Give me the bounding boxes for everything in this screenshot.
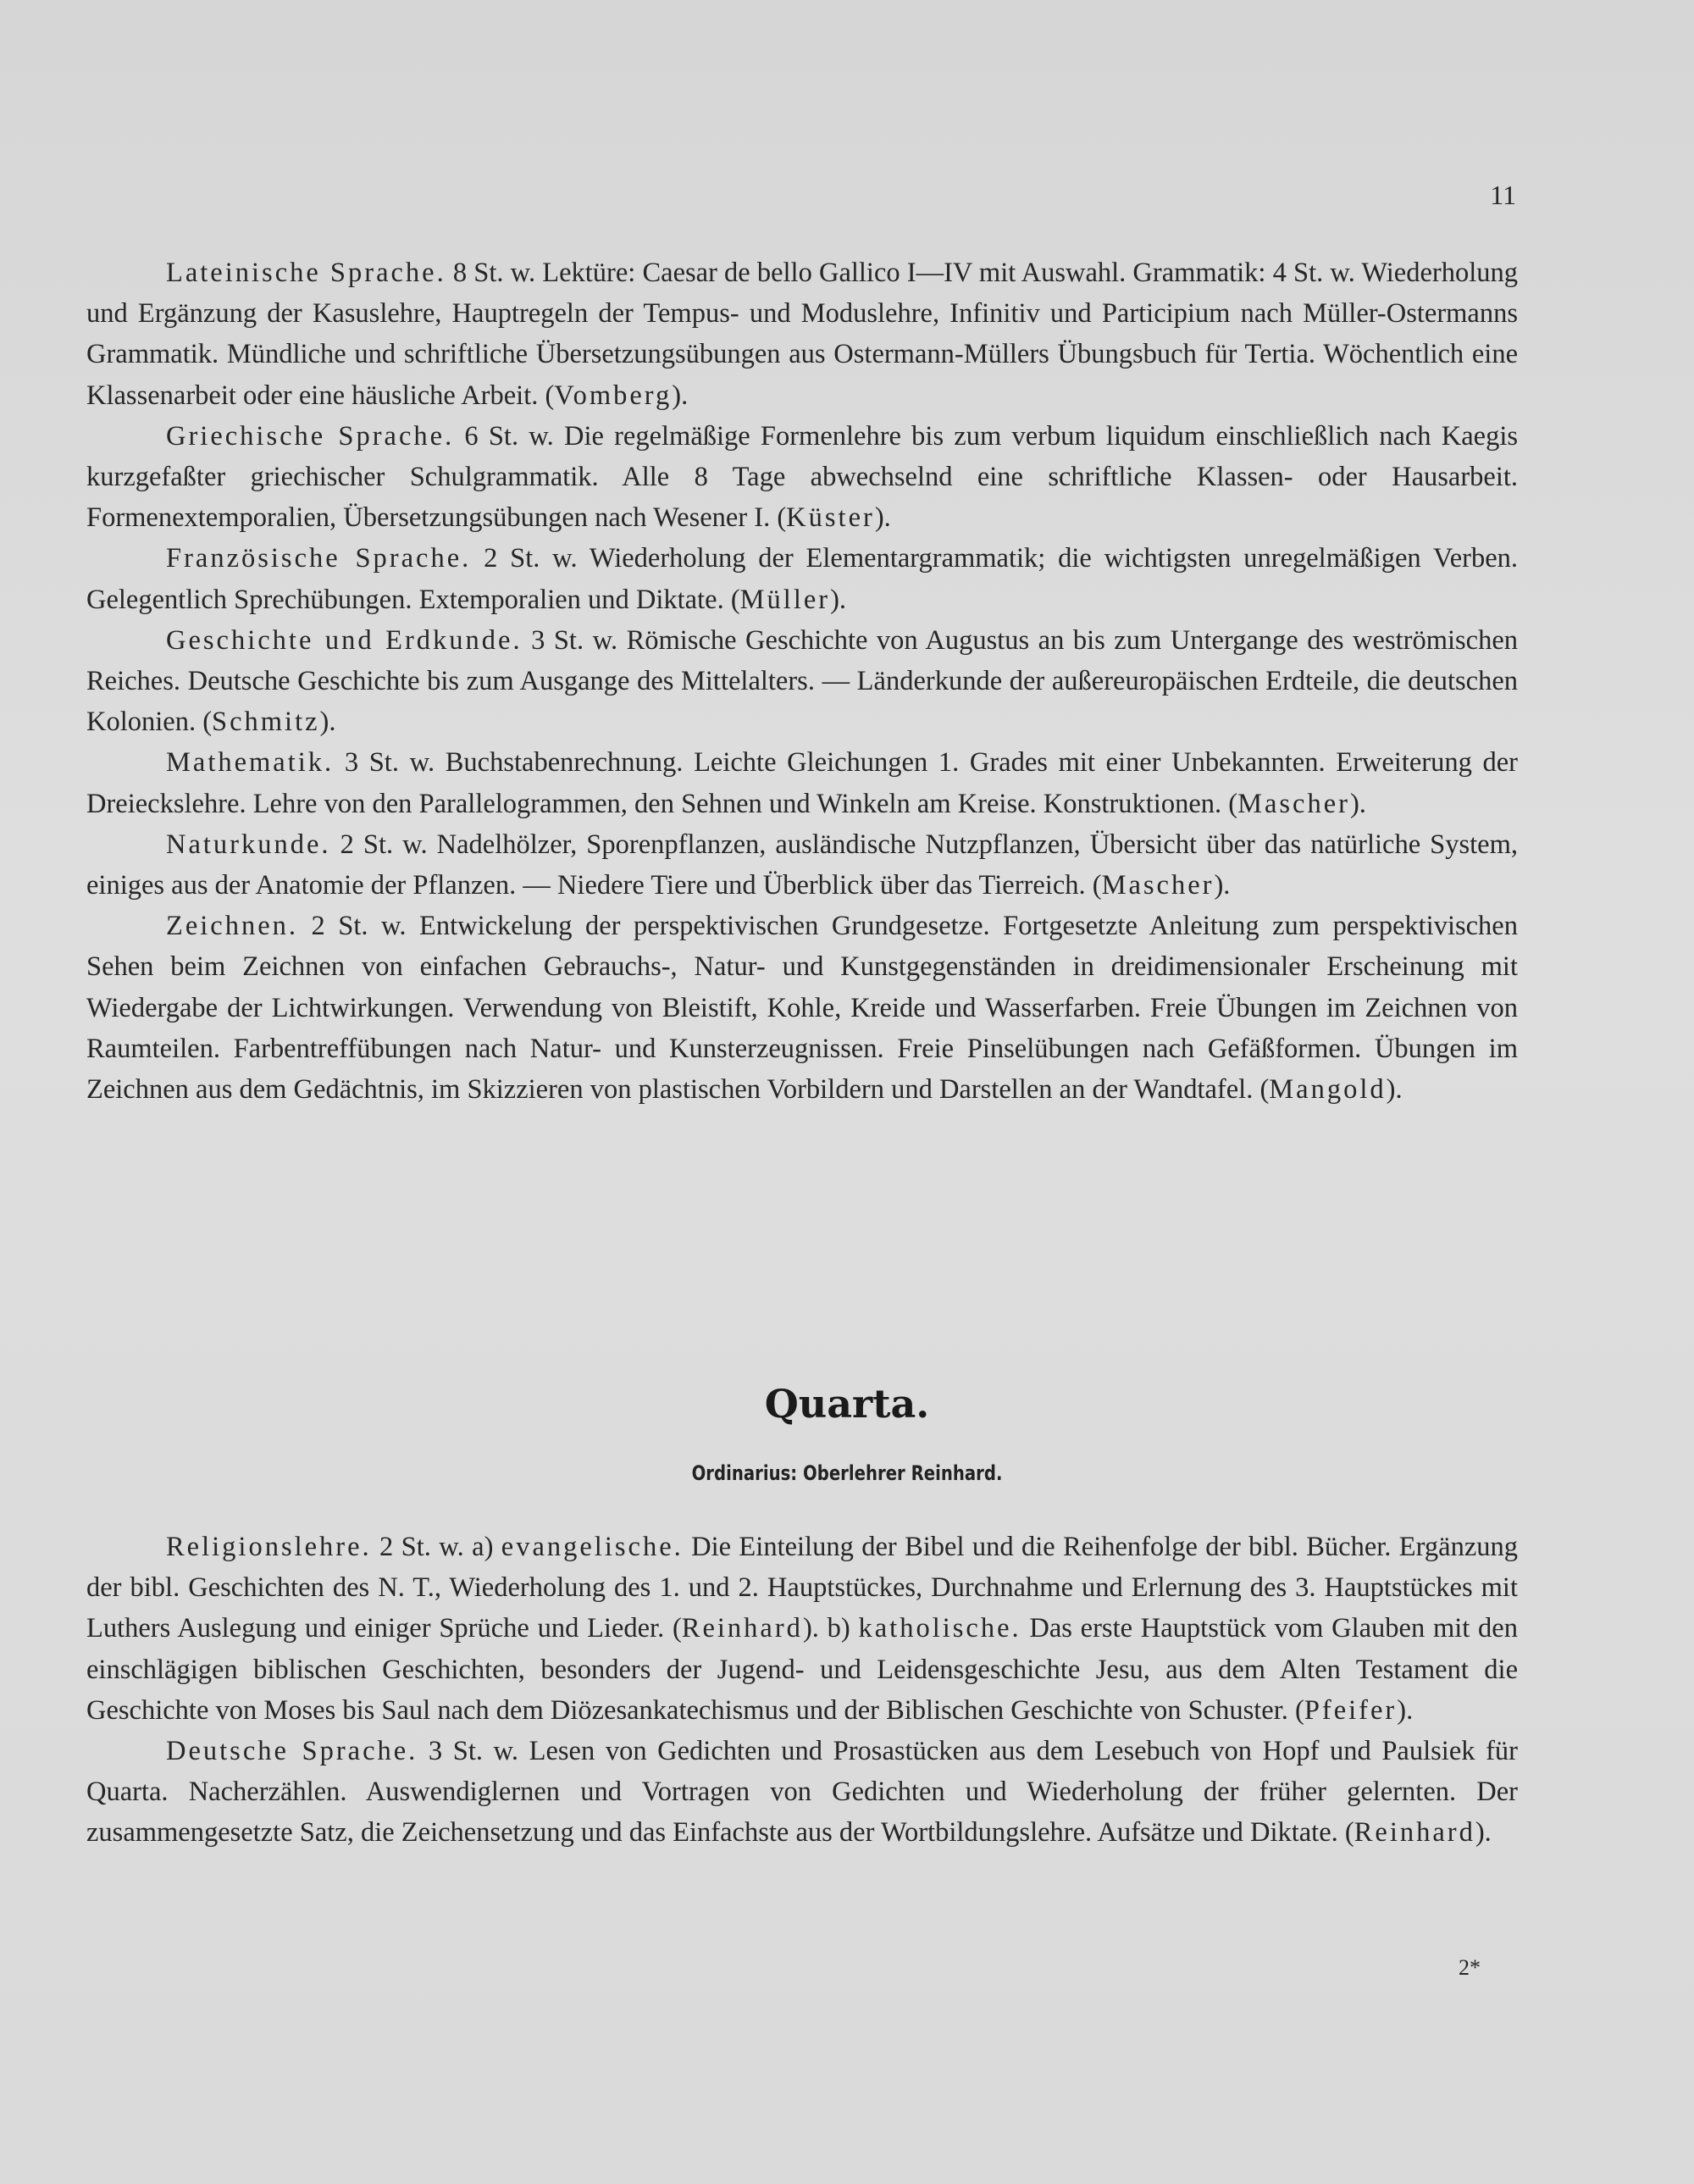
text-run: ). b) bbox=[802, 1613, 859, 1644]
teacher-name: Mascher bbox=[1101, 870, 1215, 901]
text-run: ). bbox=[830, 584, 847, 615]
paragraph-greek bbox=[86, 416, 1518, 539]
section-heading: Quarta. bbox=[764, 1381, 930, 1427]
page-number: 11 bbox=[1490, 180, 1516, 210]
text-run: 3 St. w. Lesen von Gedichten und Prosastücken aus dem Lesebuch von Hopf und Paulsiek für Quarta. Nacherzählen. Auswendiglernen und Vortragen von Gedichten und Wiederholung der früher gelernten. Der zusammengesetzte Satz, die Zeichensetzung und das Einfachste aus der Wortbildungslehre. Aufsätze und Diktate. ( bbox=[86, 1736, 1518, 1849]
ordinarius-line: Ordinarius: Oberlehrer Reinhard. bbox=[691, 1461, 1003, 1485]
teacher-name: Mangold bbox=[1269, 1074, 1387, 1106]
text-run: 2 St. w. Wiederholung der Elementargrammatik; die wichtigsten unregelmäßigen Verben. Gelegentlich Sprechübungen. Extemporalien und Diktate. ( bbox=[86, 543, 1518, 615]
signature-mark: 2* bbox=[1459, 1955, 1481, 1980]
text-run: ). bbox=[672, 380, 689, 411]
subject-title: Französische Sprache. bbox=[166, 543, 472, 574]
paragraph-latin bbox=[86, 252, 1518, 416]
teacher-name: Pfeifer bbox=[1304, 1694, 1398, 1726]
teacher-name: Reinhard bbox=[681, 1613, 803, 1644]
subject-title: Naturkunde. bbox=[166, 829, 331, 860]
paragraph-history-geography bbox=[86, 620, 1518, 743]
tertia-curriculum-text bbox=[86, 252, 1518, 1110]
text-run: 2 St. w. a) bbox=[371, 1532, 501, 1562]
paragraph-german bbox=[86, 1731, 1518, 1854]
text-run: 3 St. w. Buchstabenrechnung. Leichte Gleichungen 1. Grades mit einer Unbekannten. Erweiterung der Dreieckslehre. Lehre von den Parallelogrammen, den Sehnen und Winkeln am Kreise. Konstruktionen. ( bbox=[86, 747, 1518, 819]
teacher-name: Schmitz bbox=[212, 707, 320, 738]
text-run: ). bbox=[1214, 870, 1231, 901]
paragraph-mathematics bbox=[86, 742, 1518, 823]
paragraph-drawing bbox=[86, 906, 1518, 1110]
text-run: ). bbox=[874, 502, 891, 534]
text-run: Die Einteilung der Bibel und die Reihenfolge der bibl. Bücher. Ergänzung der bibl. Geschichten des N. T., Wiederholung des 1. und 2. Hauptstückes, Durchnahme und Erlernung des 3. Hauptstückes mit Luthers Auslegung und einiger Sprüche und Lieder. ( bbox=[86, 1532, 1518, 1644]
text-run: 6 St. w. Die regelmäßige Formenlehre bis zum verbum liquidum einschließlich nach Kaegis kurzgefaßter griechischer Schulgrammatik. Alle 8 Tage abwechselnd eine schriftliche Klassen- oder Hausarbeit. Formenextemporalien, Übersetzungsübungen nach Wesener I. ( bbox=[86, 420, 1518, 534]
subject-title: Zeichnen. bbox=[166, 911, 299, 942]
text-run: 2 St. w. Nadelhölzer, Sporenpflanzen, ausländische Nutzpflanzen, Übersicht über das natürliche System, einiges aus der Anatomie der Pflanzen. — Niedere Tiere und Überblick über das Tierreich. ( bbox=[86, 829, 1518, 901]
teacher-name: Vomberg bbox=[554, 380, 673, 411]
text-run: ). bbox=[1349, 788, 1366, 819]
text-run: 2 St. w. Entwickelung der perspektivischen Grundgesetze. Fortgesetzte Anleitung zum perspektivischen Sehen beim Zeichnen von einfachen Gebrauchs-, Natur- und Kunstgegenständen in dreidimensionaler Erscheinung mit Wiedergabe der Lichtwirkungen. Verwendung von Bleistift, Kohle, Kreide und Wasserfarben. Freie Übungen im Zeichnen von Raumteilen. Farbentreffübungen nach Natur- und Kunsterzeugnissen. Freie Pinselübungen nach Gefäßformen. Übungen im Zeichnen aus dem Gedächtnis, im Skizzieren von plastischen Vorbildern und Darstellen an der Wandtafel. ( bbox=[86, 911, 1518, 1106]
quarta-curriculum-text bbox=[86, 1527, 1518, 1854]
subject-title: Deutsche Sprache. bbox=[166, 1736, 418, 1767]
subject-title: Lateinische Sprache. bbox=[166, 258, 446, 288]
paragraph-natural-science bbox=[86, 824, 1518, 906]
teacher-name: Mascher bbox=[1237, 788, 1350, 819]
text-run: ). bbox=[1475, 1817, 1492, 1849]
text-run: ). bbox=[319, 707, 336, 738]
text-run: Das erste Hauptstück vom Glauben mit den einschlägigen biblischen Geschichten, besonders der Jugend- und Leidensgeschichte Jesu, aus dem Alten Testament die Geschichte von Moses bis Saul nach dem Diözesankatechismus und der Biblischen Geschichte von Schuster. ( bbox=[86, 1613, 1518, 1726]
subject-title: Griechische Sprache. bbox=[166, 420, 455, 452]
paragraph-french bbox=[86, 538, 1518, 619]
teacher-name: Reinhard bbox=[1354, 1817, 1475, 1849]
denomination-label: katholische. bbox=[858, 1613, 1021, 1644]
subject-title: Geschichte und Erdkunde. bbox=[166, 624, 523, 656]
text-run: 3 St. w. Römische Geschichte von Augustus an bis zum Untergange des weströmischen Reiches. Deutsche Geschichte bis zum Ausgange des Mittelalters. — Länderkunde der außereuropäischen Erdteile, die deutschen Kolonien. ( bbox=[86, 624, 1519, 738]
teacher-name: Müller bbox=[739, 584, 831, 615]
text-run: ). bbox=[1397, 1694, 1414, 1726]
text-run: ). bbox=[1386, 1074, 1403, 1106]
text-run: 8 St. w. Lektüre: Caesar de bello Gallico I—IV mit Auswahl. Grammatik: 4 St. w. Wiederholung und Ergänzung der Kasuslehre, Hauptregeln der Tempus- und Moduslehre, Infinitiv und Participium nach Müller-Ostermanns Grammatik. Mündliche und schriftliche Übersetzungsübungen aus Ostermann-Müllers Übungsbuch für Tertia. Wöchentlich eine Klassenarbeit oder eine häusliche Arbeit. ( bbox=[86, 258, 1518, 411]
subject-title: Mathematik. bbox=[166, 747, 335, 779]
subject-title: Religionslehre. bbox=[166, 1532, 372, 1562]
denomination-label: evangelische. bbox=[501, 1532, 684, 1562]
paragraph-religion bbox=[86, 1527, 1518, 1731]
teacher-name: Küster bbox=[786, 502, 875, 534]
